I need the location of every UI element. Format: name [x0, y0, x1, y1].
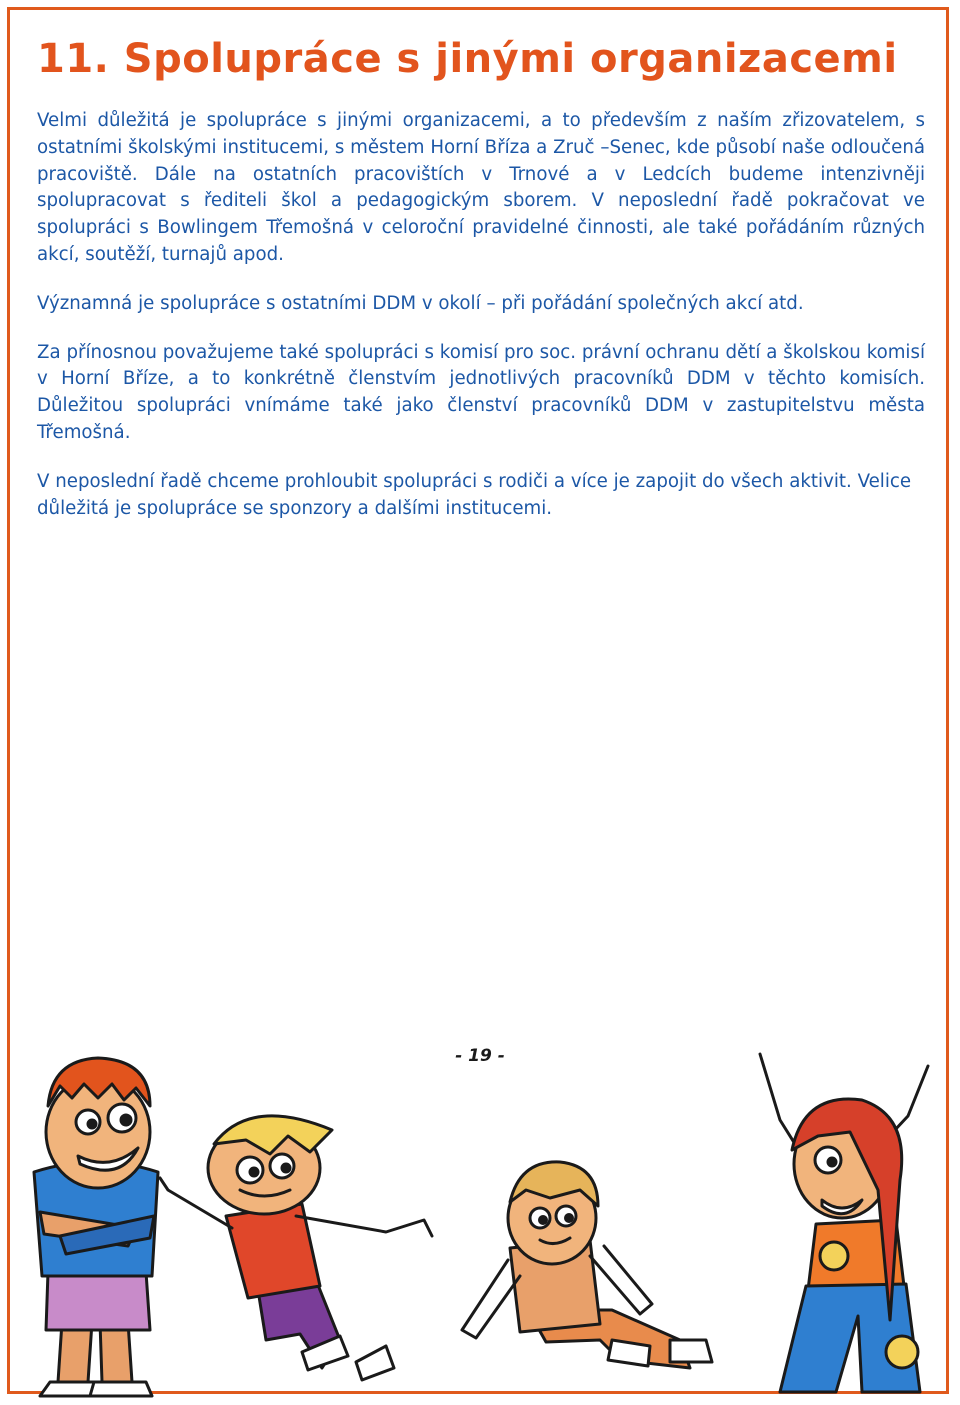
child-center-left-figure: [160, 1116, 432, 1380]
cartoon-children-illustration: [0, 1040, 960, 1400]
child-left-figure: [34, 1058, 158, 1396]
page-number: - 19 -: [455, 1046, 505, 1066]
child-right-figure: [760, 1054, 928, 1392]
paragraph-2: Významná je spolupráce s ostatními DDM v okolí – při pořádání společných akcí atd.: [37, 292, 804, 314]
paragraph-1: Velmi důležitá je spolupráce s jinými organizacemi, a to především z naším zřizovatelem, s ostatními školskými institucemi, s městem Horní Bříza a Zruč –Senec, kde působí naše odloučená pracoviště. Dále na ostatních pracovištích v Trnové a v Ledcích budeme intenzivněji spolupracovat s řediteli škol a pedagogickým sborem. V neposlední řadě pokračovat ve spolupráci s Bowlingem Třemošná v celoroční pravidelné činnosti, ale také pořádáním různých akcí, soutěží, turnajů apod.: [37, 110, 925, 265]
body-text: [37, 108, 925, 544]
paragraph-3: Za přínosnou považujeme také spolupráci s komisí pro soc. právní ochranu dětí a školskou komisí v Horní Bříze, a to konkrétně členstvím jednotlivých pracovníků DDM v těchto komisích. Důležitou spolupráci vnímáme také jako členství pracovníků DDM v zastupitelstvu města Třemošná.: [37, 341, 925, 443]
paragraph-4: V neposlední řadě chceme prohloubit spolupráci s rodiči a více je zapojit do všech aktivit. Velice důležitá je spolupráce se sponzory a dalšími institucemi.: [37, 470, 912, 519]
child-center-figure: [462, 1162, 712, 1368]
page-title: 11. Spolupráce s jinými organizacemi: [37, 36, 898, 82]
